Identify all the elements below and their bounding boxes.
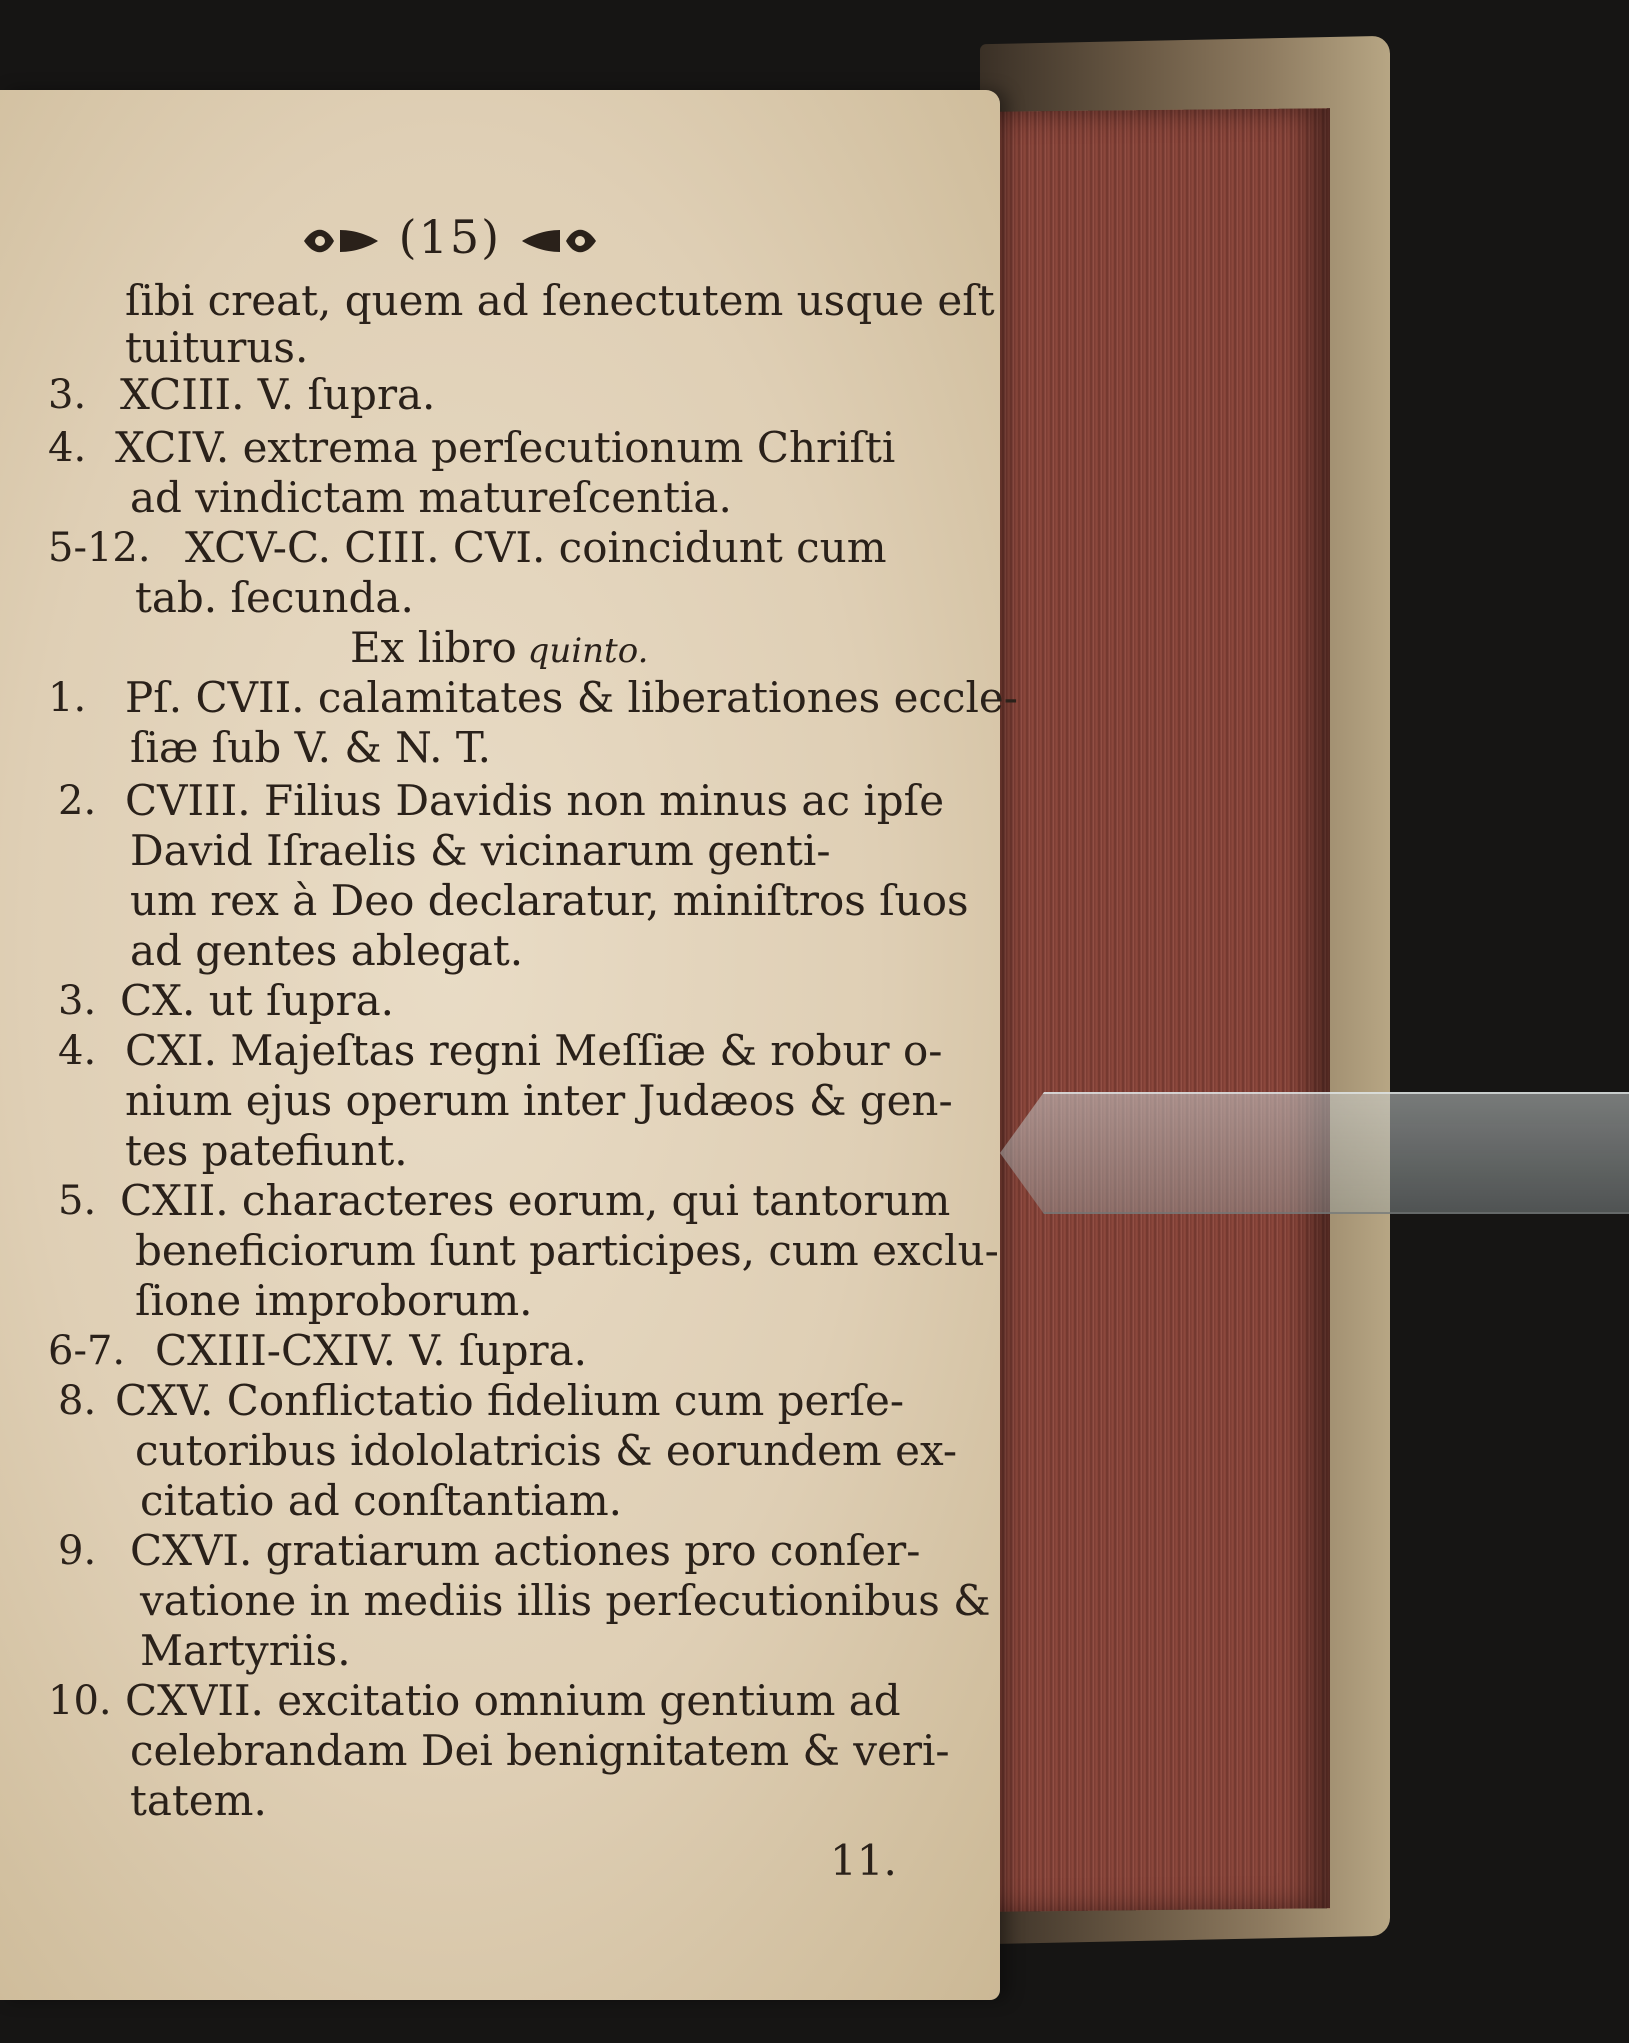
page-number: (15) <box>398 210 502 264</box>
line-text: ſiæ ſub V. & N. T. <box>130 723 492 772</box>
running-head <box>300 210 600 264</box>
item-number: 1. <box>48 675 87 721</box>
line-text: XCV-C. CIII. CVI. coincidunt cum <box>185 523 887 572</box>
line-text: CXVI. gratiarum actiones pro conſer- <box>130 1526 921 1575</box>
ornament-right-icon <box>518 224 600 258</box>
line-text: David Iſraelis & vicinarum genti- <box>130 826 831 875</box>
line-text: nium ejus operum inter Judæos & gen- <box>125 1076 953 1125</box>
page-marker-strip <box>1000 1092 1629 1214</box>
item-number: 5. <box>58 1178 97 1224</box>
line-text: vatione in mediis illis perſecutionibus & <box>140 1576 991 1625</box>
item-number: 3. <box>48 372 87 418</box>
line-text: CXIII-CXIV. V. ſupra. <box>155 1326 587 1375</box>
line-text: ad vindictam matureſcentia. <box>130 473 732 522</box>
item-number: 4. <box>48 425 87 471</box>
line-text: CXV. Conflictatio fidelium cum perſe- <box>115 1376 905 1425</box>
line-text: cutoribus idololatricis & eorundem ex- <box>135 1426 958 1475</box>
line-text: citatio ad conſtantiam. <box>140 1476 622 1525</box>
line-text: celebrandam Dei benignitatem & veri- <box>130 1726 950 1775</box>
line-text: Martyriis. <box>140 1626 351 1675</box>
line-text: tuiturus. <box>125 323 309 372</box>
line-text: ſione improborum. <box>135 1276 533 1325</box>
line-text: CVIII. Filius Davidis non minus ac ipſe <box>125 776 945 825</box>
line-text: um rex à Deo declaratur, miniſtros ſuos <box>130 876 969 925</box>
line-text: ſibi creat, quem ad ſenectutem usque eſt <box>125 276 995 325</box>
item-number: 2. <box>58 778 97 824</box>
line-text: ad gentes ablegat. <box>130 926 524 975</box>
line-text-italic: quinto. <box>516 631 649 671</box>
item-number: 8. <box>58 1378 97 1424</box>
line-text: beneficiorum ſunt participes, cum exclu- <box>135 1226 999 1275</box>
line-text: tatem. <box>130 1776 267 1825</box>
line-text: Pſ. CVII. calamitates & liberationes eccle- <box>125 673 1018 722</box>
page-edges <box>990 108 1330 1912</box>
ornament-left-icon <box>300 224 382 258</box>
catchword: 11. <box>830 1836 897 1885</box>
line-text: tes patefiunt. <box>125 1126 408 1175</box>
line-text: XCIV. extrema perſecutionum Chriſti <box>115 423 896 472</box>
line-text: CXII. characteres eorum, qui tantorum <box>120 1176 951 1225</box>
line-text: CXVII. excitatio omnium gentium ad <box>125 1676 901 1725</box>
item-number: 3. <box>58 978 97 1024</box>
item-number: 4. <box>58 1028 97 1074</box>
line-text: CX. ut ſupra. <box>120 976 394 1025</box>
item-number: 5-12. <box>48 525 151 571</box>
line-text: XCIII. V. ſupra. <box>120 370 436 419</box>
item-number: 6-7. <box>48 1328 126 1374</box>
item-number: 9. <box>58 1528 97 1574</box>
line-text: tab. ſecunda. <box>135 573 414 622</box>
line-text: Ex libro quinto. <box>350 623 649 672</box>
line-text: CXI. Majeſtas regni Meſſiæ & robur o- <box>125 1026 943 1075</box>
item-number: 10. <box>48 1678 112 1724</box>
